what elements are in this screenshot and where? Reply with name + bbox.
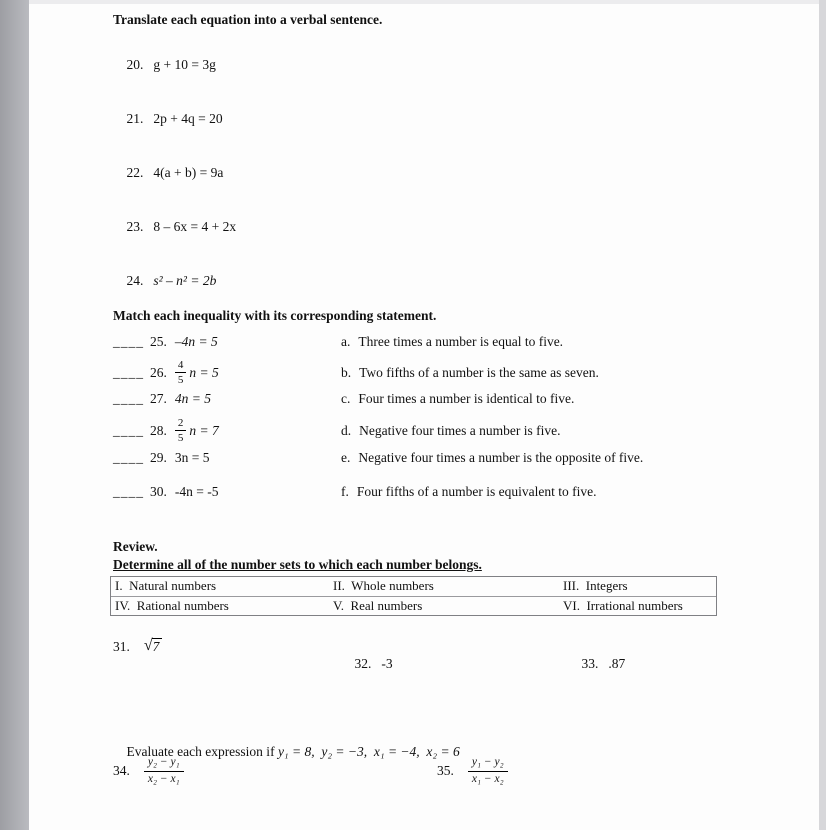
match-row-26 [113, 359, 599, 386]
section-heading-translate: Translate each equation into a verbal sentence. [113, 12, 383, 27]
problem-35 [437, 756, 508, 785]
problem-number: 33. [581, 656, 599, 671]
match-statement [341, 423, 560, 439]
match-statement [341, 365, 599, 381]
problem-number: 30. [150, 484, 167, 499]
table-cell: III. Integers [563, 578, 628, 593]
equation: n = 7 [189, 422, 219, 438]
statement-letter: f. [341, 484, 349, 499]
statement-text: Negative four times a number is the opposite of five. [358, 450, 644, 465]
problem-number: 27. [150, 391, 167, 406]
fraction [144, 756, 184, 785]
equation: 3n = 5 [174, 450, 210, 465]
match-row-25 [113, 334, 563, 350]
match-expression [113, 391, 341, 407]
radical-sign: √ [143, 637, 153, 654]
fraction [175, 359, 187, 386]
match-row-30 [113, 484, 596, 500]
problem-number: 29. [150, 450, 167, 465]
match-expression [113, 484, 341, 500]
problem-number: 25. [150, 334, 167, 349]
match-row-28 [113, 417, 560, 444]
answer-blank: ____ [113, 450, 144, 465]
statement-letter: a. [341, 334, 351, 349]
fraction-numerator: y₂ − y₁ [144, 756, 184, 772]
match-row-29 [113, 450, 643, 466]
problem-20 [113, 41, 216, 89]
equation: -4n = -5 [174, 484, 219, 499]
scan-top-edge [29, 0, 819, 4]
table-cell: IV. Rational numbers [115, 598, 229, 613]
problem-21 [113, 95, 223, 143]
table-cell: V. Real numbers [333, 598, 423, 613]
number-value: .87 [608, 656, 626, 671]
statement-letter: d. [341, 422, 352, 438]
match-expression [113, 359, 341, 386]
fraction-denominator: x₂ − x₁ [147, 772, 180, 785]
problem-33 [568, 640, 625, 688]
problem-number: 28. [150, 422, 167, 438]
section-heading-review: Review. [113, 539, 158, 554]
problem-number: 35. [437, 762, 454, 778]
statement-text: Negative four times a number is five. [359, 422, 561, 438]
statement-text: Three times a number is equal to five. [358, 334, 564, 349]
problem-34 [113, 756, 184, 785]
statement-letter: c. [341, 391, 351, 406]
match-statement [341, 334, 563, 350]
match-expression [113, 334, 341, 350]
problem-number: 22. [126, 165, 144, 180]
fraction [175, 417, 187, 444]
fraction [468, 756, 508, 785]
answer-blank: ____ [113, 484, 144, 499]
problem-number: 31. [113, 638, 130, 654]
equation: –4n = 5 [174, 334, 218, 349]
scan-left-edge [0, 0, 29, 830]
problem-number: 23. [126, 219, 144, 234]
table-cell: VI. Irrational numbers [563, 598, 683, 613]
equation: 4(a + b) = 9a [153, 165, 224, 180]
square-root [144, 638, 163, 656]
statement-letter: b. [341, 364, 352, 380]
statement-text: Four times a number is identical to five. [358, 391, 575, 406]
table-row [111, 596, 716, 615]
problem-23 [113, 203, 236, 251]
number-sets-table [110, 576, 717, 616]
equation: g + 10 = 3g [153, 57, 216, 72]
match-statement [341, 484, 596, 500]
equation: 2p + 4q = 20 [153, 111, 223, 126]
problem-number: 34. [113, 762, 130, 778]
number-value: -3 [381, 656, 393, 671]
problem-number: 26. [150, 364, 167, 380]
fraction-denominator: 5 [177, 432, 184, 445]
table-cell: II. Whole numbers [333, 578, 434, 593]
answer-blank: ____ [113, 334, 144, 349]
problem-number: 24. [126, 273, 144, 288]
answer-blank: ____ [113, 391, 144, 406]
scan-right-edge [819, 0, 826, 830]
match-row-27 [113, 391, 574, 407]
problem-number: 32. [354, 656, 372, 671]
match-statement [341, 450, 643, 466]
match-expression [113, 417, 341, 444]
table-cell: I. Natural numbers [115, 578, 217, 593]
problem-number: 21. [126, 111, 144, 126]
statement-text: Two fifths of a number is the same as seven. [359, 364, 599, 380]
equation: 4n = 5 [174, 391, 211, 406]
equation: n = 5 [189, 364, 219, 380]
problem-32 [341, 640, 393, 688]
fraction-numerator: 2 [175, 417, 187, 431]
problem-31 [113, 638, 162, 656]
equation: s² – n² = 2b [153, 273, 217, 288]
evaluate-heading-text: Evaluate each expression if [126, 744, 278, 759]
problem-24 [113, 257, 216, 305]
evaluate-conditions: y₁ = 8, y₂ = −3, x₁ = −4, x₂ = 6 [277, 744, 460, 759]
statement-letter: e. [341, 450, 351, 465]
answer-blank: ____ [113, 364, 144, 380]
problem-number: 20. [126, 57, 144, 72]
match-statement [341, 391, 574, 407]
statement-text: Four fifths of a number is equivalent to five. [356, 484, 597, 499]
fraction-numerator: 4 [175, 359, 187, 373]
match-expression [113, 450, 341, 466]
answer-blank: ____ [113, 422, 144, 438]
equation: 8 – 6x = 4 + 2x [153, 219, 237, 234]
table-row [111, 577, 716, 596]
review-instructions: Determine all of the number sets to which each number belongs. [113, 557, 482, 572]
fraction-numerator: y₁ − y₂ [468, 756, 508, 772]
section-heading-match: Match each inequality with its corresponding statement. [113, 308, 437, 323]
fraction-denominator: x₁ − x₂ [471, 772, 504, 785]
fraction-denominator: 5 [177, 374, 184, 387]
problem-22 [113, 149, 223, 197]
radicand: 7 [152, 638, 163, 656]
